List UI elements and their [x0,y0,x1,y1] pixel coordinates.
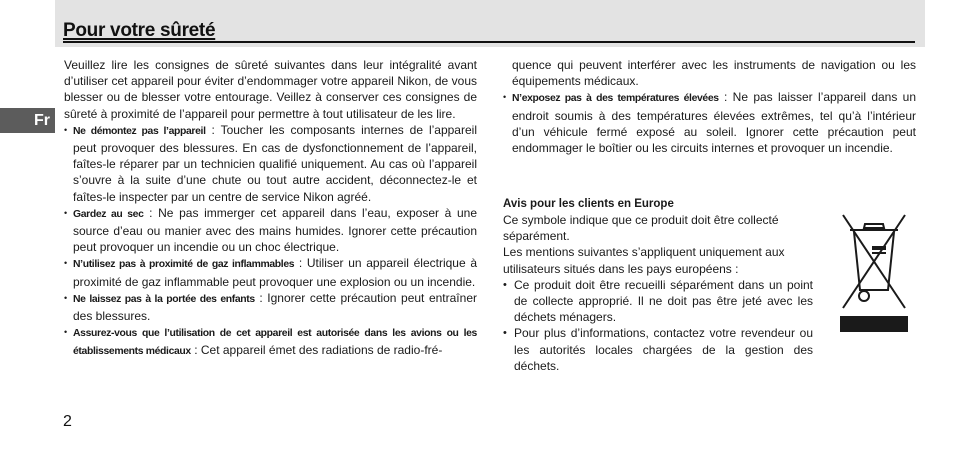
warning-item [64,205,477,256]
warning-title: Ne laissez pas à la portée des enfants [73,293,255,305]
europe-item: • Pour plus d’informations, contactez votre revendeur ou les autorités locales chargées de la gestion des déchets. [503,325,813,374]
warning-list [64,122,477,361]
warning-list-continued [503,89,916,156]
warning-text: : Ignorer cette précaution peut entraîner des blessures. [73,290,477,324]
warning-text: : Cet appareil émet des radiations de radio-fré- [190,343,443,358]
europe-item: • Ce produit doit être recueilli séparément dans un point de collecte approprié. Il ne doit pas être jeté avec les déchets ménagers. [503,277,813,326]
warning-text: : Utiliser un appareil électrique à proximité de gaz inflammable peut provoquer une explosion ou un incendie. [73,256,477,289]
page-title: Pour votre sûreté [63,20,216,41]
warning-continuation: quence qui peuvent interférer avec les instruments de navigation ou les équipements médicaux. [512,58,916,89]
warning-text: : Ne pas laisser l’appareil dans un endroit soumis à des températures élevées extrêmes, tel qu’à l’intérieur d’un véhicule fermé exposé au soleil. Ignorer cette précaution peut endommager le boîtier ou les circuits internes et provoquer un incendie. [512,90,917,156]
warning-item [64,290,477,324]
page-number: 2 [63,413,72,430]
warning-text: : Ne pas immerger cet appareil dans l’eau, exposer à une source d’eau ou manier avec des mains humides. Ignorer cette précaution peut provoquer un incendie ou un choc électrique. [73,205,477,255]
europe-notice [503,196,813,374]
right-column [503,57,916,156]
warning-title: Ne démontez pas l’appareil [73,125,206,137]
europe-paragraph: Ce symbole indique que ce produit doit être collecté séparément. [503,213,779,244]
title-rule [63,41,915,43]
warning-title: Gardez au sec [73,208,144,220]
left-column [64,57,477,361]
europe-heading: Avis pour les clients en Europe [503,198,674,210]
warning-title: N’exposez pas à des températures élevées [512,93,719,105]
warning-item [64,324,477,360]
europe-paragraph: Les mentions suivantes s’appliquent uniquement aux utilisateurs situés dans les pays européens : [503,245,785,276]
warning-item [64,255,477,289]
warning-title: N’utilisez pas à proximité de gaz inflammables [73,259,295,271]
europe-list [503,277,813,374]
warning-text: : Toucher les composants internes de l’appareil peut provoquer des blessures. En cas de dysfonctionnement de l’appareil, faîtes-le réparer par un technicien qualifié uniquement. Au cas où l’appareil s’ouvre à la suite d’une chute ou tout autre accident, déconnectez-le et faîtes-le inspecter par un centre de service Nikon agréé. [73,122,477,204]
intro-paragraph: Veuillez lire les consignes de sûreté suivantes dans leur intégralité avant d’utiliser cet appareil pour éviter d’endommager votre appareil Nikon, de vous blesser ou de blesser votre entourage. Veillez à conserver ces consignes de sûreté à proximité de l’appareil pour permettre à tout utilisateur de les lire. [64,58,477,121]
warning-item [64,122,477,205]
warning-item [503,89,916,156]
language-tab: Fr [0,108,55,133]
warning-title: Assurez-vous que l’utilisation de cet appareil est autorisée dans les avions ou les établissements médicaux [73,328,477,358]
crossed-out-wheelie-bin-icon [838,210,910,335]
